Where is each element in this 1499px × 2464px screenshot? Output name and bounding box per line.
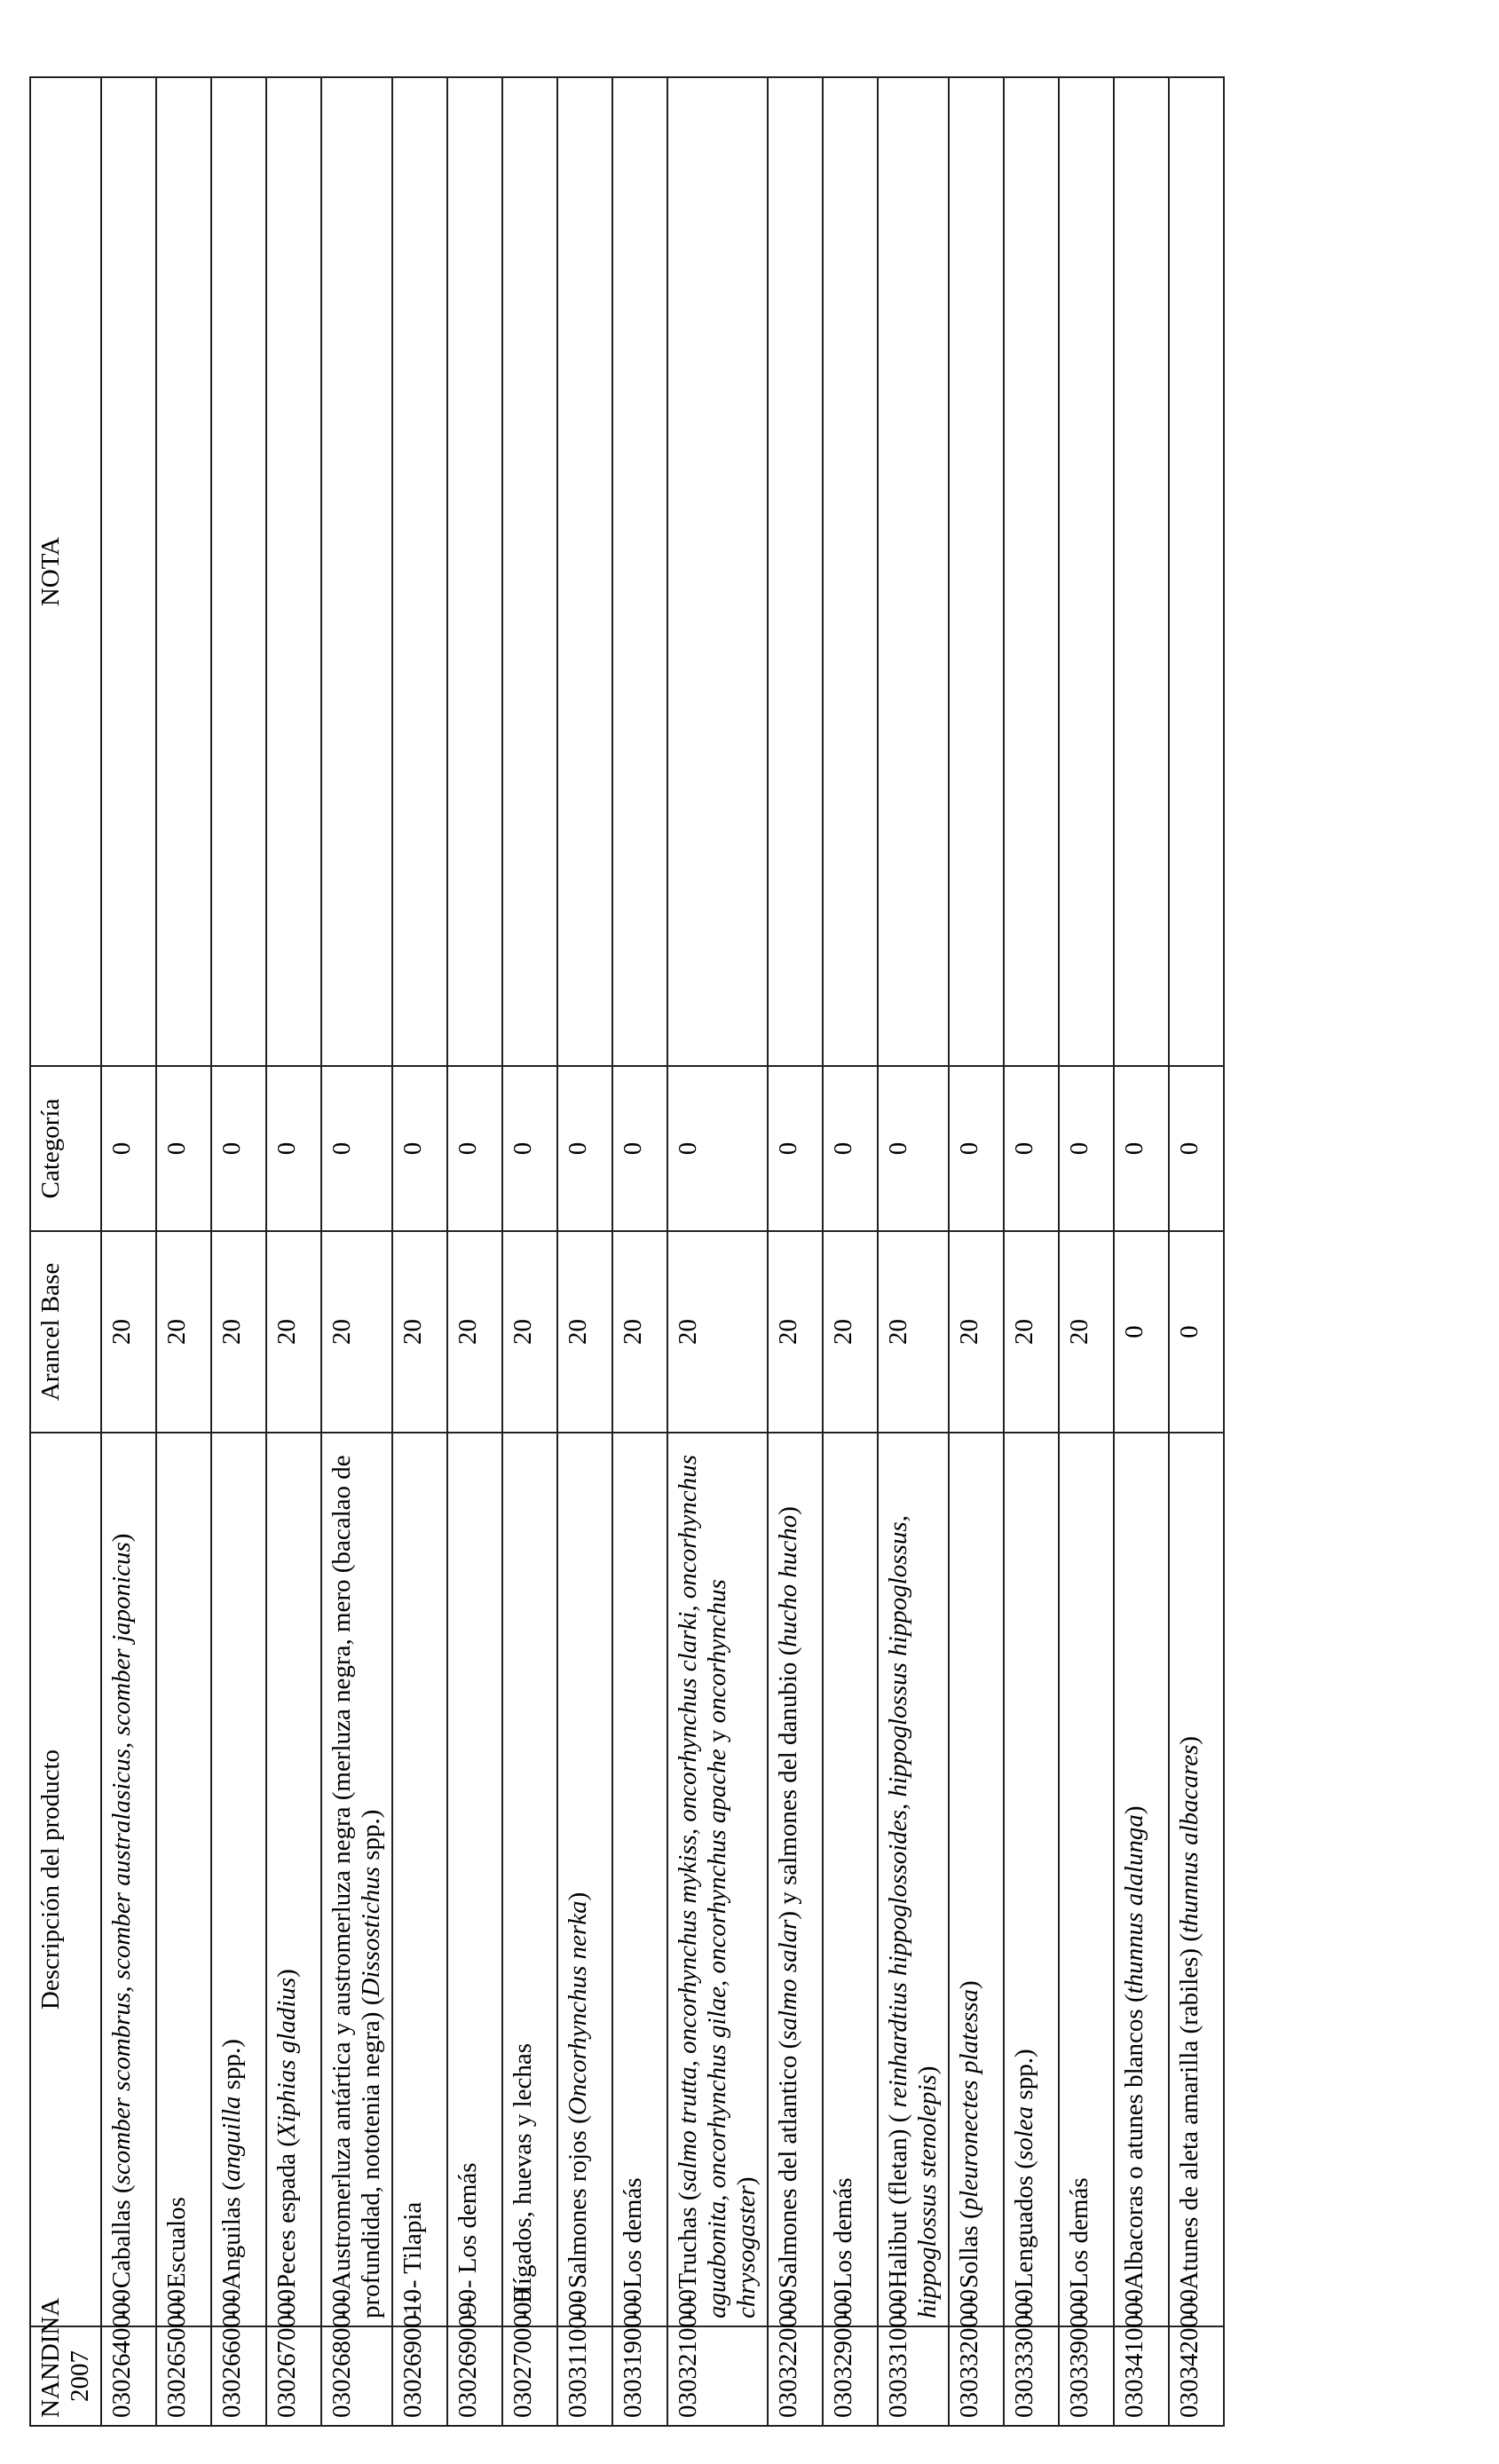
cell-base-tariff: 20: [768, 1231, 823, 1433]
cell-base-tariff: 20: [266, 1231, 321, 1433]
description-text: ): [955, 1980, 983, 1989]
cell-description: [447, 1433, 502, 2326]
cell-category: 0: [878, 1066, 949, 1231]
cell-note: [768, 77, 823, 1066]
cell-category: 0: [768, 1066, 823, 1231]
description-text: - - Peces espada (: [272, 2138, 301, 2318]
cell-category: 0: [667, 1066, 768, 1231]
description-italic-text: thunnus alalunga: [1120, 1814, 1148, 1994]
cell-description: [1004, 1433, 1059, 2326]
table-row: [768, 77, 823, 2426]
description-text: - - Los demás: [1065, 2177, 1093, 2318]
cell-category: 0: [612, 1066, 667, 1231]
description-italic-text: reinhardtius hippoglossoides, hippoglossus hippoglossus, hippoglossus stenolepis: [884, 1515, 942, 2318]
cell-description: [557, 1433, 612, 2326]
tariff-table: [29, 76, 1225, 2427]
description-text: - Hígados, huevas y lechas: [509, 2042, 537, 2318]
description-text: ): [913, 2065, 942, 2075]
table-row: [949, 77, 1004, 2426]
cell-note: [667, 77, 768, 1066]
cell-code: 0302680000: [321, 2326, 392, 2426]
cell-category: 0: [101, 1066, 156, 1231]
description-italic-text: pleuronectes platessa: [955, 1988, 983, 2211]
description-text: - - Salmones del atlantico (: [774, 2040, 802, 2318]
table-row: [101, 77, 156, 2426]
table-row: [392, 77, 447, 2426]
cell-category: 0: [156, 1066, 211, 1231]
cell-code: 0303290000: [823, 2326, 878, 2426]
cell-base-tariff: 20: [1004, 1231, 1059, 1433]
description-italic-text: Oncorhynchus nerka: [564, 1900, 592, 2116]
description-text: ): [1175, 1735, 1203, 1745]
description-text: - - Caballas (: [107, 2184, 136, 2318]
description-italic-text: anguilla: [217, 2096, 246, 2183]
description-text: ): [107, 1533, 136, 1543]
cell-category: 0: [1114, 1066, 1169, 1231]
cell-category: 0: [823, 1066, 878, 1231]
cell-code: 0303410000: [1114, 2326, 1169, 2426]
cell-category: 0: [392, 1066, 447, 1231]
description-italic-text: salmo salar: [774, 1919, 802, 2041]
cell-base-tariff: 20: [101, 1231, 156, 1433]
cell-code: 0303420000: [1169, 2326, 1224, 2426]
cell-description: [768, 1433, 823, 2326]
cell-description: [1114, 1433, 1169, 2326]
cell-description: [1169, 1433, 1224, 2326]
description-italic-text: thunnus albacares: [1175, 1744, 1203, 1933]
description-text: - - Truchas (: [674, 2192, 702, 2318]
cell-code: 0302660000: [211, 2326, 266, 2426]
cell-note: [823, 77, 878, 1066]
description-text: - - Los demás: [829, 2177, 857, 2318]
cell-description: [266, 1433, 321, 2326]
table-row: [1114, 77, 1169, 2426]
cell-base-tariff: 20: [557, 1231, 612, 1433]
description-text: spp.): [1010, 2049, 1038, 2106]
description-text: y: [703, 1723, 731, 1749]
table-row: [321, 77, 392, 2426]
cell-category: 0: [949, 1066, 1004, 1231]
description-text: ): [732, 2176, 761, 2186]
cell-code: 0303220000: [768, 2326, 823, 2426]
cell-category: 0: [502, 1066, 557, 1231]
cell-code: 0303390000: [1059, 2326, 1114, 2426]
cell-description: [211, 1433, 266, 2326]
cell-category: 0: [447, 1066, 502, 1231]
cell-note: [612, 77, 667, 1066]
cell-base-tariff: 20: [211, 1231, 266, 1433]
cell-description: [321, 1433, 392, 2326]
table-row: [823, 77, 878, 2426]
cell-description: [949, 1433, 1004, 2326]
cell-category: 0: [321, 1066, 392, 1231]
cell-code: 0302650000: [156, 2326, 211, 2426]
header-note: NOTA: [30, 77, 101, 1066]
description-text: - - Halibut (fletan) (: [884, 2107, 912, 2318]
description-italic-text: solea: [1010, 2105, 1038, 2161]
cell-note: [878, 77, 949, 1066]
cell-code: 0303210000: [667, 2326, 768, 2426]
table-body: [101, 77, 1224, 2426]
table-row: [447, 77, 502, 2426]
description-text: - - - Los demás: [454, 2162, 482, 2318]
cell-note: [1169, 77, 1224, 1066]
description-text: ): [1120, 1805, 1148, 1815]
header-category: Categoría: [30, 1066, 101, 1231]
cell-note: [101, 77, 156, 1066]
description-italic-text: hucho hucho: [774, 1514, 802, 1647]
cell-category: 0: [1059, 1066, 1114, 1231]
cell-base-tariff: 20: [321, 1231, 392, 1433]
cell-code: 0302690090: [447, 2326, 502, 2426]
cell-code: 0303110000: [557, 2326, 612, 2426]
description-text: - - Albacoras o atunes blancos (: [1120, 1994, 1148, 2318]
description-text: - - Austromerluza antártica y austromerluza negra (merluza negra, mero (bacalao de profundidad, nototenia negra) (: [327, 1455, 385, 2318]
header-code: NANDINA 2007: [30, 2326, 101, 2426]
table-header-row: [30, 77, 101, 2426]
table-row: [266, 77, 321, 2426]
cell-category: 0: [1004, 1066, 1059, 1231]
cell-code: 0303190000: [612, 2326, 667, 2426]
cell-code: 0302690010: [392, 2326, 447, 2426]
description-italic-text: salmo trutta, oncorhynchus mykiss, oncorhynchus clarki, oncorhynchus aguabonita, oncorhynchus gilae, oncorhynchus apache: [674, 1454, 731, 2318]
table-row: [878, 77, 949, 2426]
cell-note: [1114, 77, 1169, 1066]
cell-code: 0303320000: [949, 2326, 1004, 2426]
description-italic-text: Dissostichus: [357, 1866, 385, 1997]
description-text: - - Escualos: [162, 2197, 191, 2318]
description-text: ): [564, 1891, 592, 1901]
cell-note: [1004, 77, 1059, 1066]
cell-base-tariff: 20: [612, 1231, 667, 1433]
description-text: - - Los demás: [619, 2177, 647, 2318]
cell-category: 0: [211, 1066, 266, 1231]
cell-note: [392, 77, 447, 1066]
cell-category: 0: [557, 1066, 612, 1231]
description-text: - - Anguilas (: [217, 2182, 246, 2318]
cell-note: [321, 77, 392, 1066]
cell-base-tariff: 20: [667, 1231, 768, 1433]
description-italic-text: Xiphias gladius: [272, 1977, 301, 2139]
cell-note: [557, 77, 612, 1066]
cell-note: [949, 77, 1004, 1066]
cell-base-tariff: 20: [447, 1231, 502, 1433]
cell-code: 0303310000: [878, 2326, 949, 2426]
cell-base-tariff: 20: [156, 1231, 211, 1433]
cell-base-tariff: 0: [1114, 1231, 1169, 1433]
cell-base-tariff: 20: [392, 1231, 447, 1433]
cell-note: [447, 77, 502, 1066]
description-text: - - Atunes de aleta amarilla (rabiles) (: [1175, 1933, 1203, 2318]
description-text: - - - Tilapia: [398, 2201, 427, 2318]
table-row: [211, 77, 266, 2426]
cell-note: [211, 77, 266, 1066]
cell-description: [878, 1433, 949, 2326]
description-text: ): [272, 1969, 301, 1978]
cell-code: 0302670000: [266, 2326, 321, 2426]
cell-description: [156, 1433, 211, 2326]
cell-base-tariff: 20: [502, 1231, 557, 1433]
cell-description: [392, 1433, 447, 2326]
cell-base-tariff: 20: [878, 1231, 949, 1433]
cell-base-tariff: 20: [823, 1231, 878, 1433]
cell-base-tariff: 20: [1059, 1231, 1114, 1433]
description-text: - - Sollas (: [955, 2210, 983, 2318]
cell-code: 0302700000: [502, 2326, 557, 2426]
table-row: [1169, 77, 1224, 2426]
cell-note: [502, 77, 557, 1066]
cell-note: [1059, 77, 1114, 1066]
table-row: [502, 77, 557, 2426]
table-row: [612, 77, 667, 2426]
header-description: Descripción del producto: [30, 1433, 101, 2326]
description-text: spp.): [217, 2039, 246, 2097]
cell-description: [1059, 1433, 1114, 2326]
description-text: spp.): [357, 1809, 385, 1867]
cell-category: 0: [1169, 1066, 1224, 1231]
cell-code: 0302640000: [101, 2326, 156, 2426]
cell-base-tariff: 0: [1169, 1231, 1224, 1433]
table-row: [557, 77, 612, 2426]
cell-note: [266, 77, 321, 1066]
cell-description: [101, 1433, 156, 2326]
cell-base-tariff: 20: [949, 1231, 1004, 1433]
cell-description: [823, 1433, 878, 2326]
cell-description: [612, 1433, 667, 2326]
description-italic-text: oncorhynchus chrysogaster: [703, 1579, 761, 2318]
cell-category: 0: [266, 1066, 321, 1231]
cell-description: [667, 1433, 768, 2326]
cell-note: [156, 77, 211, 1066]
description-text: ) y salmones del danubio (: [774, 1647, 802, 1920]
cell-code: 0303330000: [1004, 2326, 1059, 2426]
table-row: [1059, 77, 1114, 2426]
table-row: [667, 77, 768, 2426]
description-text: - - Lenguados (: [1010, 2160, 1038, 2318]
description-italic-text: scomber scombrus, scomber australasicus, scomber japonicus: [107, 1542, 136, 2185]
table-row: [156, 77, 211, 2426]
table-row: [1004, 77, 1059, 2426]
description-text: - - Salmones rojos (: [564, 2115, 592, 2318]
description-text: ): [774, 1506, 802, 1515]
cell-description: [502, 1433, 557, 2326]
header-base-tariff: Arancel Base: [30, 1231, 101, 1433]
